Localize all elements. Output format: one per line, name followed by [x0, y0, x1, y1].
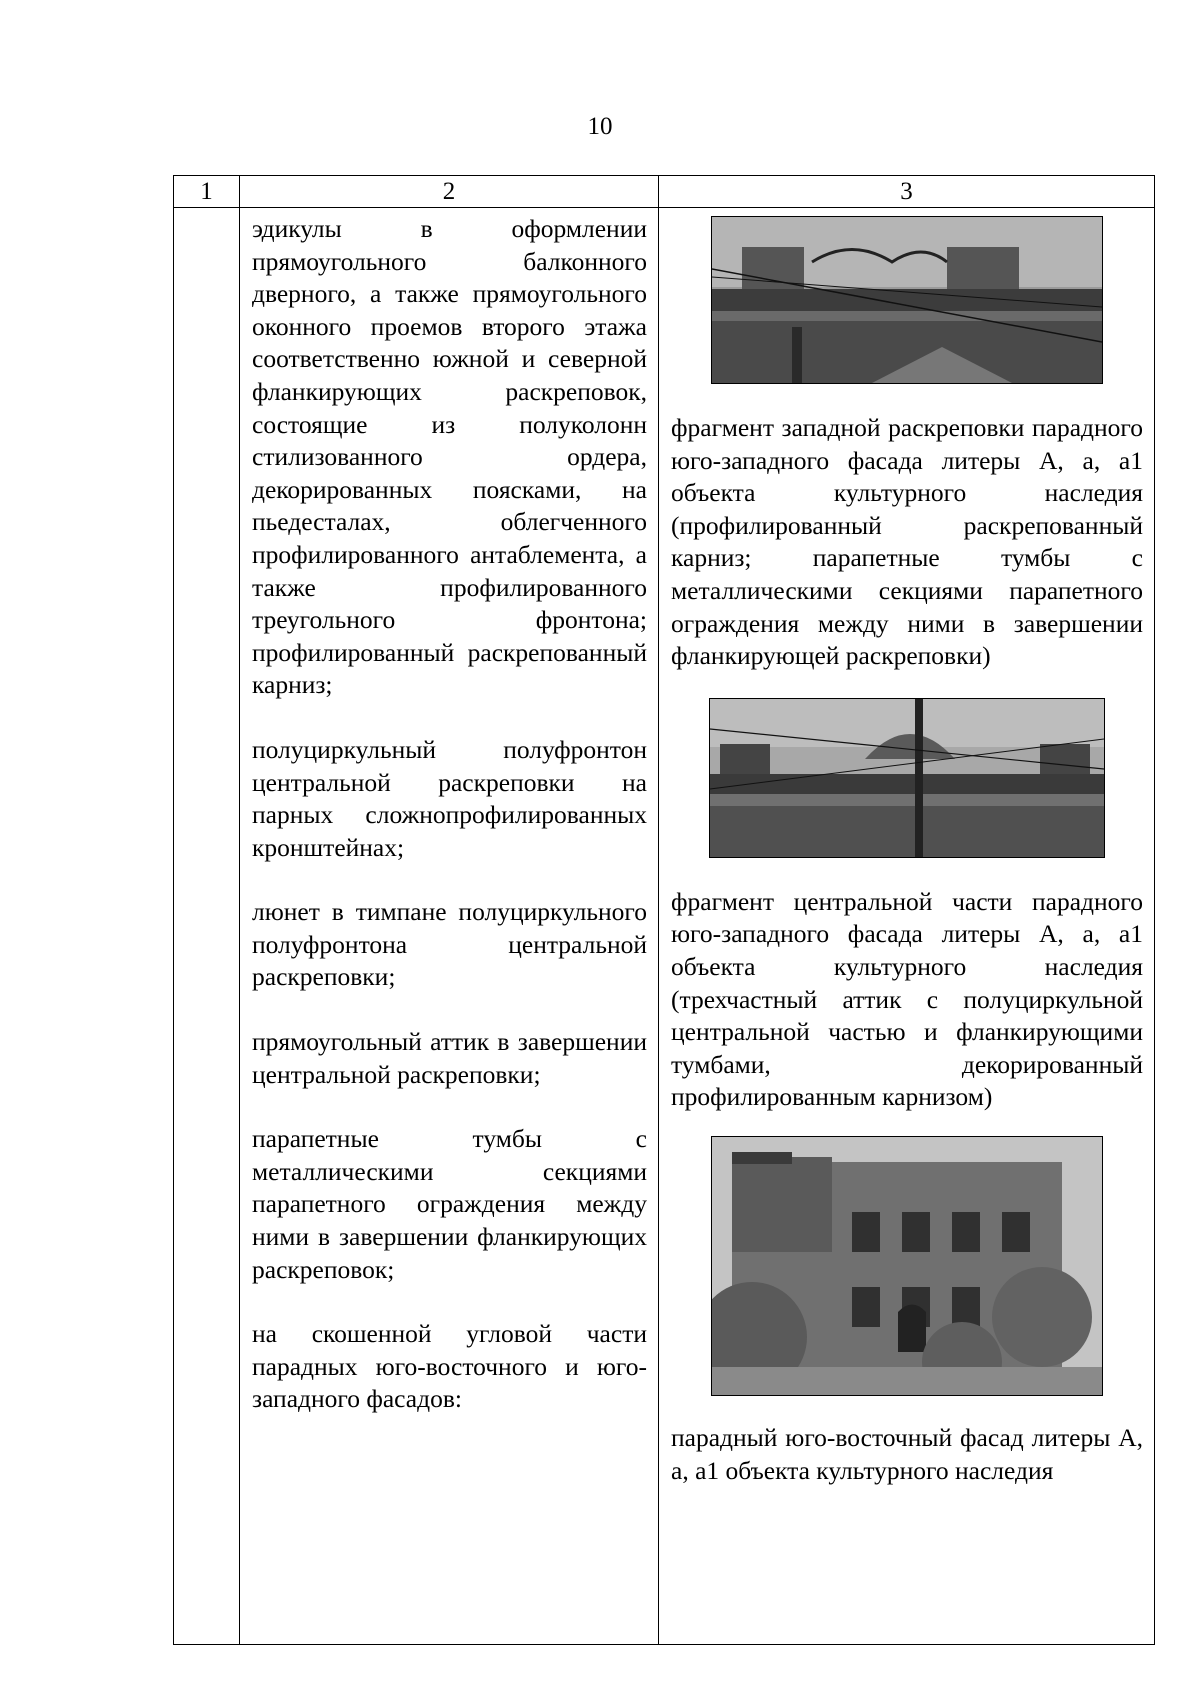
building-photo-icon [711, 216, 1103, 384]
photo-block-2 [671, 698, 1143, 1114]
table-header-row [174, 176, 1155, 208]
column-header-3: 3 [659, 176, 1155, 208]
description-paragraph: прямоугольный аттик в завершении центральной раскреповки; [252, 1027, 647, 1089]
row-number-cell [174, 208, 240, 1645]
description-paragraph: эдикулы в оформлении прямоугольного балконного дверного, а также прямоугольного оконного проемов второго этажа соответственно южной и северной фланкирующих раскреповок, состоящие из полуколонн стилизованного ордера, декорированных поясками, на пьедесталах, облегченного профилированного антаблемента, а также профилированного треугольного фронтона; профилированный раскрепованный карниз; [252, 214, 647, 700]
description-paragraph: парапетные тумбы с металлическими секциями парапетного ограждения между ними в завершении фланкирующих раскреповок; [252, 1124, 647, 1284]
photo-cell [659, 208, 1155, 1645]
photo-caption: фрагмент западной раскреповки парадного юго-западного фасада литеры А, а, а1 объекта культурного наследия (профилированный раскрепованный карниз; парапетные тумбы с металлическими секциями парапетного ограждения между ними в завершении фланкирующей раскреповки) [671, 413, 1143, 671]
photo-caption: фрагмент центральной части парадного юго-западного фасада литеры А, а, а1 объекта культурного наследия (трехчастный аттик с полуциркульной центральной частью и фланкирующими тумбами, декорированный профилированным карнизом) [671, 886, 1143, 1112]
column-header-1: 1 [174, 176, 240, 208]
heritage-table [173, 175, 1155, 1645]
photo-caption: парадный юго-восточный фасад литеры А, а, а1 объекта культурного наследия [671, 1422, 1143, 1485]
building-photo-icon [709, 698, 1105, 858]
photo-block-3 [671, 1136, 1143, 1487]
building-photo-icon [711, 1136, 1103, 1396]
page-number: 10 [587, 113, 613, 140]
table-row [174, 208, 1155, 1645]
description-paragraph: полуциркульный полуфронтон центральной раскреповки на парных сложнопрофилированных кронштейнах; [252, 734, 647, 862]
description-cell [240, 208, 659, 1645]
column-header-2: 2 [240, 176, 659, 208]
description-paragraph: люнет в тимпане полуциркульного полуфронтона центральной раскреповки; [252, 897, 647, 992]
photo-block-1 [671, 216, 1143, 673]
description-paragraph: на скошенной угловой части парадных юго-восточного и юго-западного фасадов: [252, 1319, 647, 1414]
